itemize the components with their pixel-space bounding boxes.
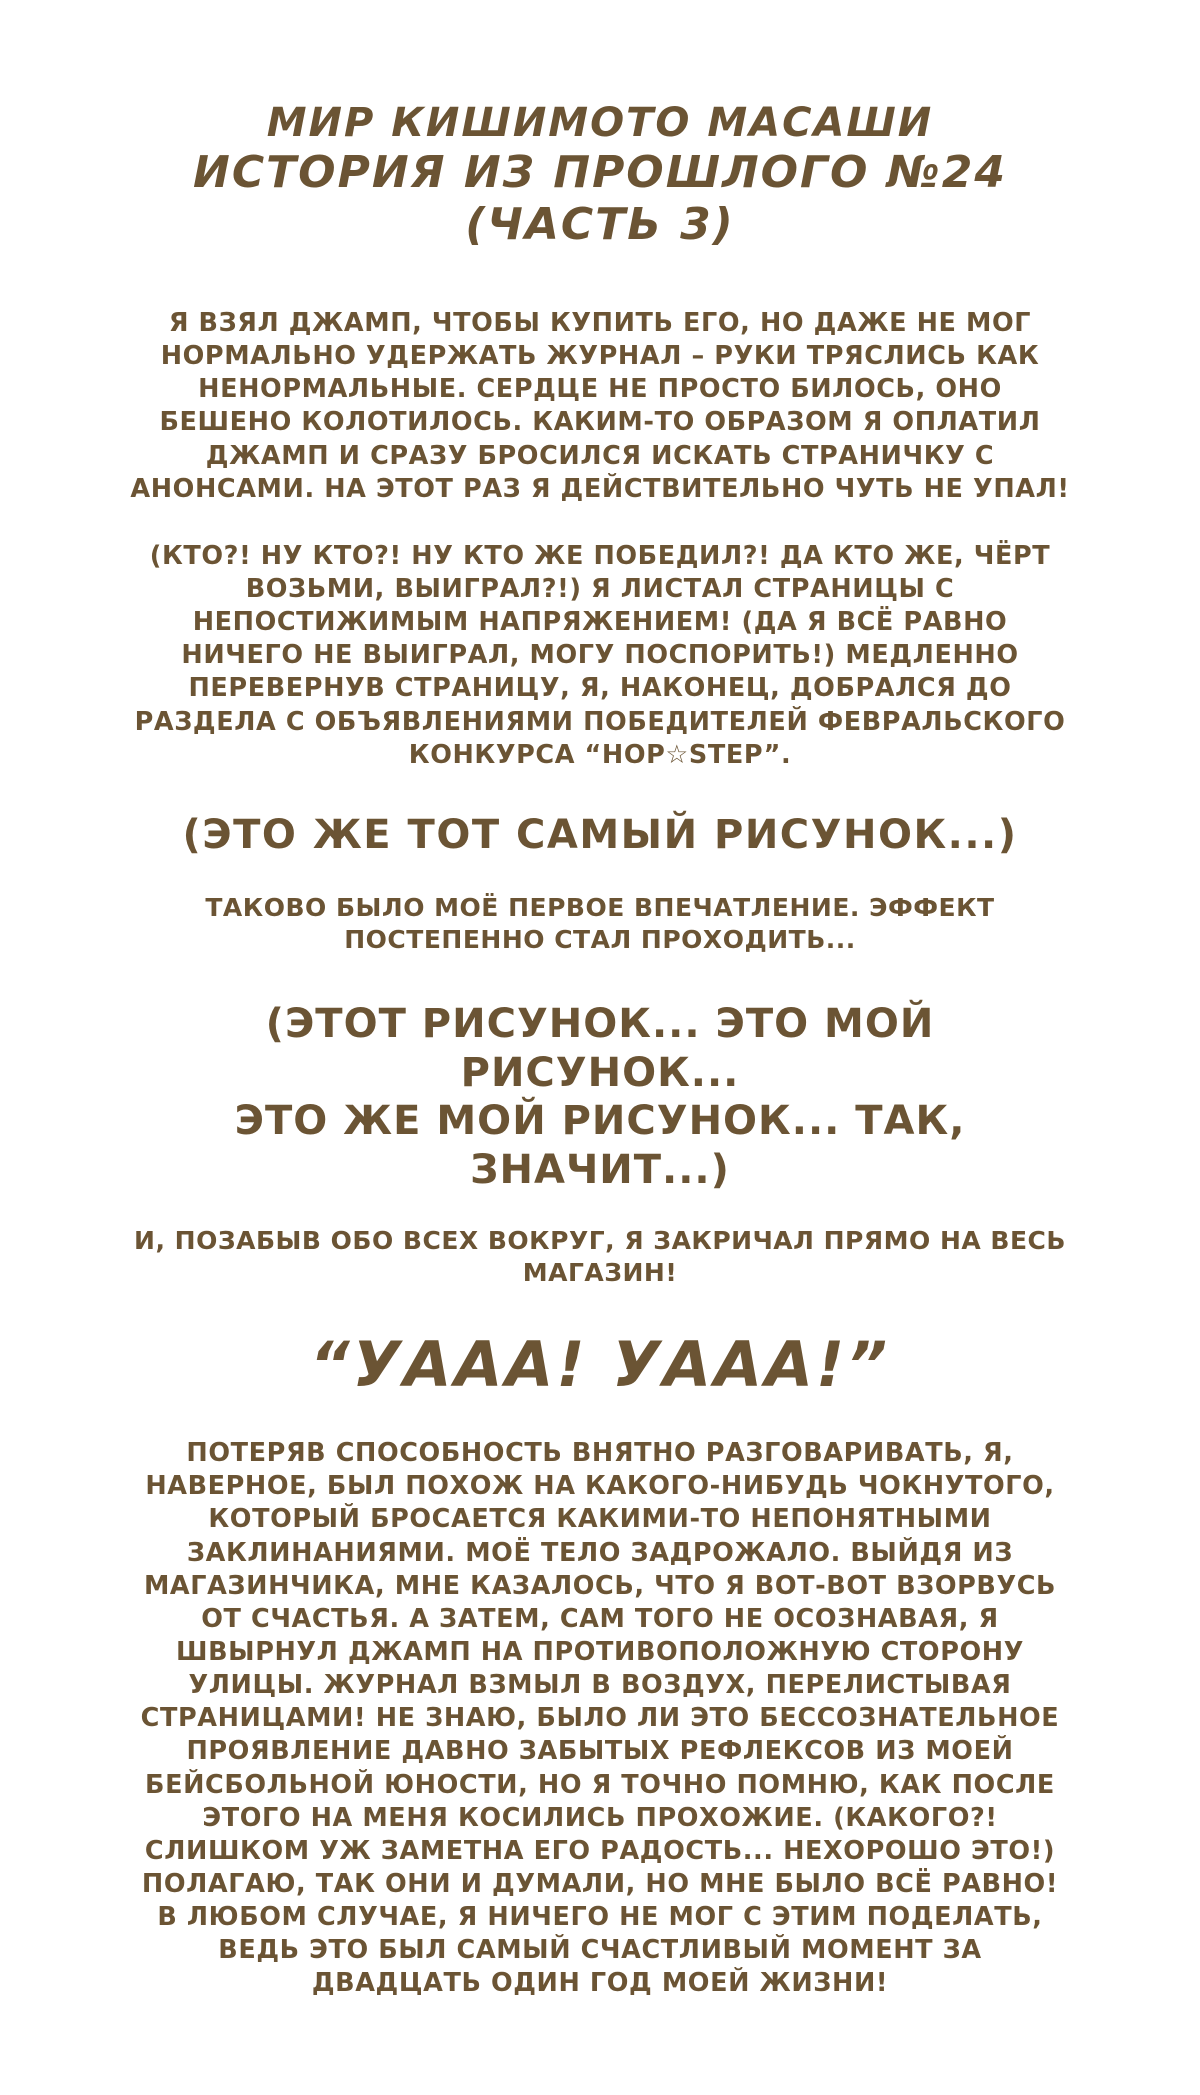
shout-line-2-part-1: (ЭТОТ РИСУНОК... ЭТО МОЙ РИСУНОК... bbox=[265, 1000, 935, 1096]
paragraph-3: ПОТЕРЯВ СПОСОБНОСТЬ ВНЯТНО РАЗГОВАРИВАТЬ, Я, НАВЕРНОЕ, БЫЛ ПОХОЖ НА КАКОГО-НИБУДЬ ЧОКНУТОГО, КОТОРЫЙ БРОСАЕТСЯ КАКИМИ-ТО НЕПОНЯТНЫМИ ЗАКЛИНАНИЯМИ. МОЁ ТЕЛО ЗАДРОЖАЛО. ВЫЙДЯ ИЗ МАГАЗИНЧИКА, МНЕ КАЗАЛОСЬ, ЧТО Я ВОТ-ВОТ ВЗОРВУСЬ ОТ СЧАСТЬЯ. А ЗАТЕМ, САМ ТОГО НЕ ОСОЗНАВАЯ, Я ШВЫРНУЛ ДЖАМП НА ПРОТИВОПОЛОЖНУЮ СТОРОНУ УЛИЦЫ. ЖУРНАЛ ВЗМЫЛ В ВОЗДУХ, ПЕРЕЛИСТЫВАЯ СТРАНИЦАМИ! НЕ ЗНАЮ, БЫЛО ЛИ ЭТО БЕССОЗНАТЕЛЬНОЕ ПРОЯВЛЕНИЕ ДАВНО ЗАБЫТЫХ РЕФЛЕКСОВ ИЗ МОЕЙ БЕЙСБОЛЬНОЙ ЮНОСТИ, НО Я ТОЧНО ПОМНЮ, КАК ПОСЛЕ ЭТОГО НА МЕНЯ КОСИЛИСЬ ПРОХОЖИЕ. (КАКОГО?! СЛИШКОМ УЖ ЗАМЕТНА ЕГО РАДОСТЬ... НЕХОРОШО ЭТО!) ПОЛАГАЮ, ТАК ОНИ И ДУМАЛИ, НО МНЕ БЫЛО ВСЁ РАВНО! В ЛЮБОМ СЛУЧАЕ, Я НИЧЕГО НЕ МОГ С ЭТИМ ПОДЕЛАТЬ, ВЕДЬ ЭТО БЫЛ САМЫЙ СЧАСТЛИВЫЙ МОМЕНТ ЗА ДВАДЦАТЬ ОДИН ГОД МОЕЙ ЖИЗНИ! bbox=[140, 1438, 1060, 1999]
note-1: ТАКОВО БЫЛО МОЁ ПЕРВОЕ ВПЕЧАТЛЕНИЕ. ЭФФЕКТ ПОСТЕПЕННО СТАЛ ПРОХОДИТЬ... bbox=[205, 892, 995, 954]
note-2: И, ПОЗАБЫВ ОБО ВСЕХ ВОКРУГ, Я ЗАКРИЧАЛ ПРЯМО НА ВЕСЬ МАГАЗИН! bbox=[134, 1226, 1066, 1288]
page-title-line-2: ИСТОРИЯ ИЗ ПРОШЛОГО №24 (ЧАСТЬ 3) bbox=[193, 147, 1007, 251]
paragraph-2: (КТО?! НУ КТО?! НУ КТО ЖЕ ПОБЕДИЛ?! ДА КТО ЖЕ, ЧЁРТ ВОЗЬМИ, ВЫИГРАЛ?!) Я ЛИСТАЛ СТРАНИЦЫ С НЕПОСТИЖИМЫМ НАПРЯЖЕНИЕМ! (ДА Я ВСЁ РАВНО НИЧЕГО НЕ ВЫИГРАЛ, МОГУ ПОСПОРИТЬ!) МЕДЛЕННО ПЕРЕВЕРНУВ СТРАНИЦУ, Я, НАКОНЕЦ, ДОБРАЛСЯ ДО РАЗДЕЛА С ОБЪЯВЛЕНИЯМИ ПОБЕДИТЕЛЕЙ ФЕВРАЛЬСКОГО КОНКУРСА “HOP☆STEP”. bbox=[134, 540, 1066, 770]
shout-line-2-part-2: ЭТО ЖЕ МОЙ РИСУНОК... ТАК, ЗНАЧИТ...) bbox=[234, 1098, 966, 1194]
shout-line-1: (ЭТО ЖЕ ТОТ САМЫЙ РИСУНОК...) bbox=[182, 811, 1018, 858]
page-title-line-1: МИР КИШИМОТО МАСАШИ bbox=[266, 100, 934, 146]
shout-line-2 bbox=[130, 1000, 1070, 1195]
shout-big: “УААА! УААА!” bbox=[309, 1328, 891, 1402]
paragraph-1: Я ВЗЯЛ ДЖАМП, ЧТОБЫ КУПИТЬ ЕГО, НО ДАЖЕ НЕ МОГ НОРМАЛЬНО УДЕРЖАТЬ ЖУРНАЛ – РУКИ ТРЯСЛИСЬ КАК НЕНОРМАЛЬНЫЕ. СЕРДЦЕ НЕ ПРОСТО БИЛОСЬ, ОНО БЕШЕНО КОЛОТИЛОСЬ. КАКИМ-ТО ОБРАЗОМ Я ОПЛАТИЛ ДЖАМП И СРАЗУ БРОСИЛСЯ ИСКАТЬ СТРАНИЧКУ С АНОНСАМИ. НА ЭТОТ РАЗ Я ДЕЙСТВИТЕЛЬНО ЧУТЬ НЕ УПАЛ! bbox=[130, 308, 1070, 504]
page-title-block bbox=[130, 100, 1070, 251]
